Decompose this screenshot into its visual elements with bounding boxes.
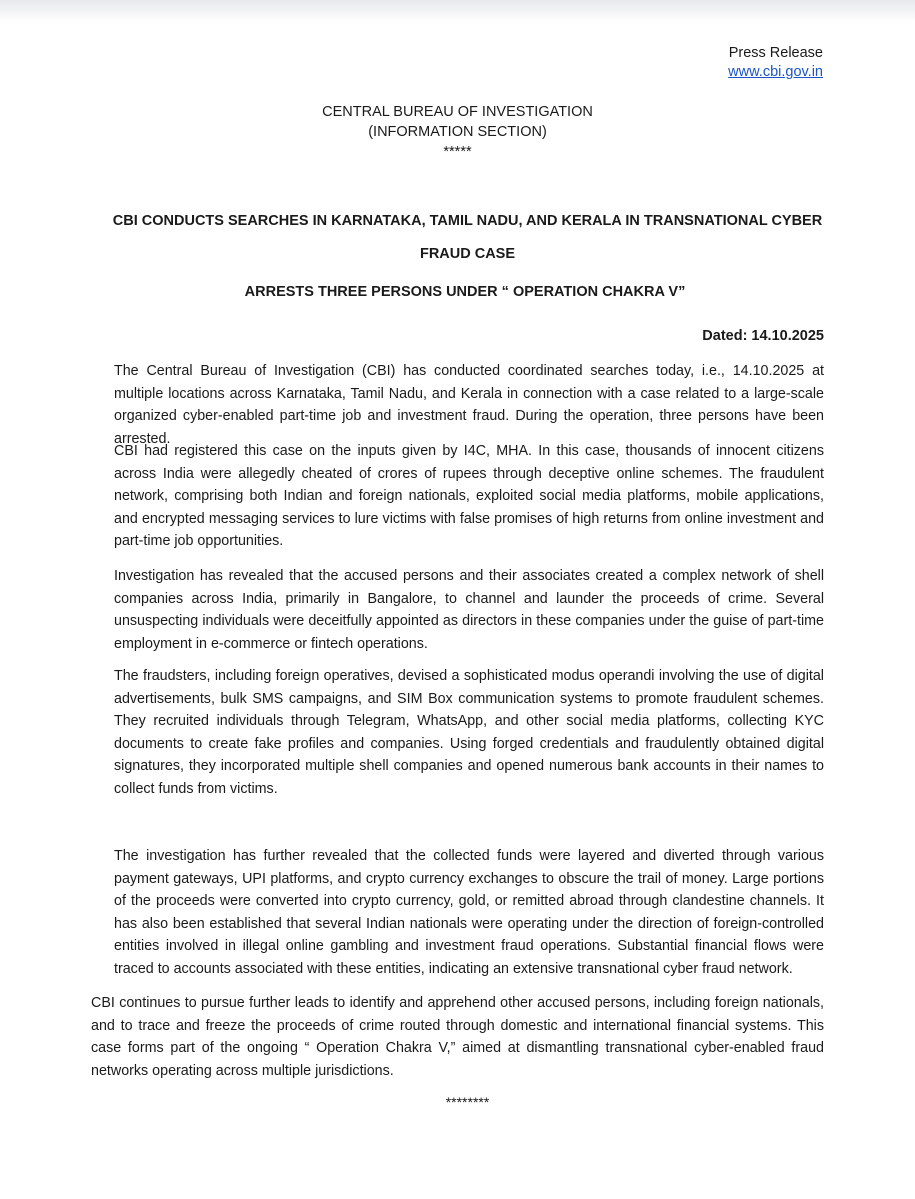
press-release-block bbox=[728, 44, 823, 82]
release-date: Dated: 14.10.2025 bbox=[702, 328, 824, 344]
press-release-label: Press Release bbox=[728, 45, 823, 61]
end-marker: ******** bbox=[445, 1094, 490, 1110]
website-link[interactable]: www.cbi.gov.in bbox=[728, 64, 823, 80]
organization-name: CENTRAL BUREAU OF INVESTIGATION bbox=[322, 104, 593, 120]
section-name: (INFORMATION SECTION) bbox=[368, 124, 547, 140]
headline-title: CBI CONDUCTS SEARCHES IN KARNATAKA, TAMIL NADU, AND KERALA IN TRANSNATIONAL CYBER FRAUD CASE bbox=[112, 213, 823, 262]
paragraph-5: The investigation has further revealed that the collected funds were layered and diverted through various payment gateways, UPI platforms, and crypto currency exchanges to obscure the trail of money. Large portions of the proceeds were converted into crypto currency, gold, or remitted abroad through clandestine channels. It has also been established that several Indian nationals were operating under the direction of foreign-controlled entities involved in illegal online gambling and investment fraud operations. Substantial financial flows were traced to accounts associated with these entities, indicating an extensive transnational cyber fraud network. bbox=[114, 848, 824, 977]
paragraph-6: CBI continues to pursue further leads to identify and apprehend other accused persons, including foreign nationals, and to trace and freeze the proceeds of crime routed through domestic and international financial systems. This case forms part of the ongoing “ Operation Chakra V,” aimed at dismantling transnational cyber-enabled fraud networks operating across multiple jurisdictions. bbox=[91, 995, 824, 1079]
headline-subtitle: ARRESTS THREE PERSONS UNDER “ OPERATION CHAKRA V” bbox=[244, 284, 686, 300]
header-separator: ***** bbox=[443, 144, 472, 160]
document-header bbox=[0, 102, 915, 162]
paragraph-1: The Central Bureau of Investigation (CBI) has conducted coordinated searches today, i.e., 14.10.2025 at multiple locations across Karnataka, Tamil Nadu, and Kerala in connection with a case related to a large-scale organized cyber-enabled part-time job and investment fraud. During the operation, three persons have been arrested. bbox=[114, 363, 824, 447]
paragraph-4: The fraudsters, including foreign operatives, devised a sophisticated modus operandi involving the use of digital advertisements, bulk SMS campaigns, and SIM Box communication systems to promote fraudulent schemes. They recruited individuals through Telegram, WhatsApp, and other social media platforms, collecting KYC documents to create fake profiles and companies. Using forged credentials and fraudulently obtained digital signatures, they incorporated multiple shell companies and opened numerous bank accounts in their names to collect funds from victims. bbox=[114, 668, 824, 797]
paragraph-3: Investigation has revealed that the accused persons and their associates created a complex network of shell companies across India, primarily in Bangalore, to channel and launder the proceeds of crime. Several unsuspecting individuals were deceitfully appointed as directors in these companies under the guise of part-time employment in e-commerce or fintech operations. bbox=[114, 568, 824, 652]
paragraph-2: CBI had registered this case on the inputs given by I4C, MHA. In this case, thousands of innocent citizens across India were allegedly cheated of crores of rupees through deceptive online schemes. The fraudulent network, comprising both Indian and foreign nationals, exploited social media platforms, mobile applications, and encrypted messaging services to lure victims with false promises of high returns from online investment and part-time job opportunities. bbox=[114, 443, 824, 550]
